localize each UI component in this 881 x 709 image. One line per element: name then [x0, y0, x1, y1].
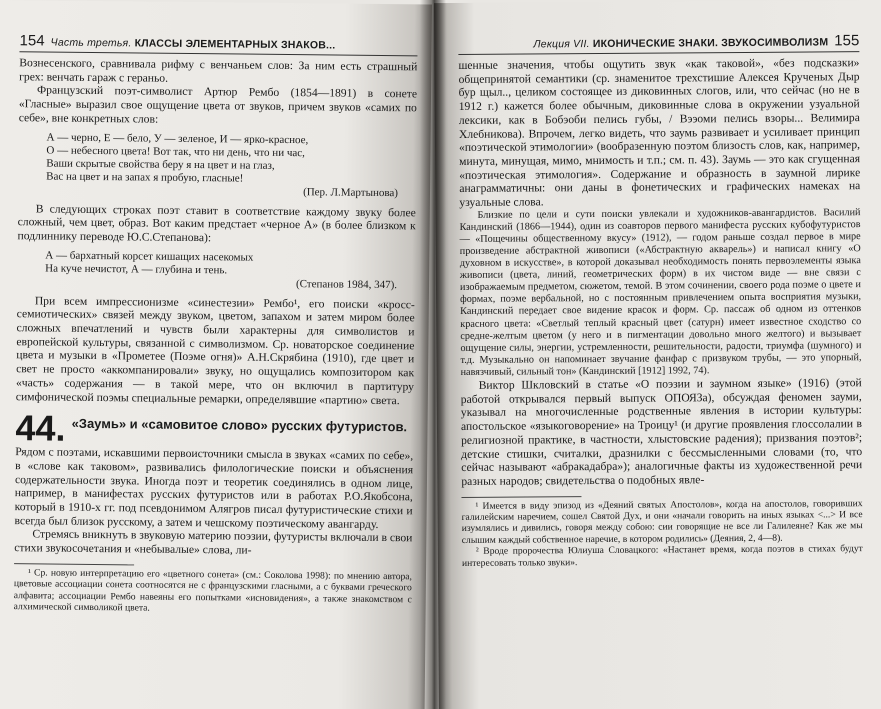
book-gutter-shadow: [420, 0, 446, 709]
footnote-divider: [14, 563, 134, 565]
verse-line: На куче нечистот, А — глубина и тень.: [45, 262, 228, 277]
kandinsky-paragraph-block: [459, 207, 861, 379]
rimbaud-verse: [46, 131, 417, 200]
right-page: [434, 0, 881, 709]
right-paragraph-3: Виктор Шкловский в статье «О поэзии и заумном языке» (1916) (этой работой открывался первый выпуск ОПОЯЗа), обсуждая феномен зауми, указывал на многочисленные родственные явления в истории культуры: апостольское «языкоговорение» на Троицу¹ (и другие проявления глоссолалии в религиозной практике, в частности, хлыстовские радения); призвания поэтов²; детские стишки, считалки, дразнилки с бессмысленными словами (то, что сейчас называют «абракадабра»); аналогичные факты из художественной речи разных народов; свидетельства о подобных явле-: [460, 376, 863, 488]
verse-line: Вас на цвет и на запах я пробую, гласные!: [46, 170, 244, 185]
left-footnotes: [14, 567, 412, 617]
right-footnote-2: ² Вроде пророчества Юлиуша Словацкого: «Настанет время, когда поэтов в стихах будут интересовать только звуки».: [461, 543, 863, 569]
left-page: [0, 0, 432, 709]
left-footnote-1: ¹ Ср. новую интерпретацию его «цветного сонета» (см.: Соколова 1998): по мнению автора, цветовые ассоциации сонета соотносятся не с французскими гласными, а с буквами греческого алфавита; ассоциации Рембо навеяны его попытками «исновидения», а также знакомством с алхимической символикой цвета.: [13, 567, 413, 614]
section-heading: [15, 407, 413, 449]
left-running-head: [19, 32, 417, 56]
left-page-number: 154: [19, 32, 45, 50]
right-footnotes: [461, 498, 862, 569]
left-paragraph-4: При всем импрессионизме «синестезии» Рембо¹, его поиски «кросс-семиотических» связей между звуком, цветом, запахом и затем миром более сложных впечатлений и чувств были характерны для символистов и европейской культуры, связанной с символизмом. Ср. новаторское соединение цвета и музыки в «Прометее (Поэме огня)» А.Н.Скрябина (1910), где цвет и свет не просто «аккомпанировали» звуку, но ощущались композитором как «часть» содержания — в такой мере, что он включил в партитуру симфонической поэмы специальные ремарки, определявшие «партию» света.: [15, 294, 415, 407]
left-paragraph-2: Французский поэт-символист Артюр Рембо (1854—1891) в сонете «Гласные» выразил свое ощущение цвета от звуков, причем звуков «самих по себе», вне конкретных слов:: [18, 83, 418, 126]
right-paragraph-1: шенные значения, чтобы ощутить звук «как таковой», «без подсказки» общепринятой семантики (ср. знаменитое трехстишие Алексея Крученых Дыр бур щыл.., целиком состоящее из диковинных слогов, или, что сейчас (но не в 1912 г.) кажется более обычным, диковинные слова в окружении узуальной лексики, как в Бобэоби пелись губы, / Вээоми пелись взоры... Велимира Хлебникова). Впрочем, легко видеть, что заумь развивает и усиливает принцип «поэтической этимологии» (вообразенную поэтом близость слов, как, например, минута, минущая, мимо, мнимость и т.п.; см. п. 43). Заумь — это как сгущенная «поэтическая этимология». Содержание и образность в заумной лирике анаграмматичны: они даны в фонетических и графических намеках на узуальные слова.: [458, 56, 861, 209]
verse-attribution: (Степанов 1984, 347).: [295, 277, 398, 291]
left-running-head-part: Часть третья.: [50, 36, 132, 50]
verse-line: Ваши скрытые свойства беру я на цвет и на глаз,: [46, 157, 275, 172]
right-footnote-1: ¹ Имеется в виду эпизод из «Деяний святых Апостолов», когда на апостолов, говоривших галилейским наречием, сошел Святой Дух, и они «начали говорить на иных языках <...> И все изумлялись и дивились, говоря между собою: сии говорящие не все ли Галилеяне? Как же мы слышим каждый собственное наречие, в котором родились» (Деяния, 2, 4—8).: [461, 497, 863, 546]
footnote-divider: [461, 496, 581, 498]
right-page-number: 155: [834, 32, 860, 50]
verse-attribution: (Пер. Л.Мартынова): [303, 185, 399, 199]
right-running-head: [458, 32, 859, 55]
right-running-head-text: [533, 36, 828, 50]
verse-line: О — небесного цвета! Вот так, что ни день, что ни час,: [46, 144, 305, 159]
verse-line: А — черно, Е — бело, У — зеленое, И — ярко-красное,: [46, 131, 309, 146]
left-paragraph-1: Вознесенского, сравнивала рифму с венчаньем слов: За ним есть страшный грех: венчать гараж с гераньо.: [19, 56, 418, 85]
section-number: 44.: [15, 407, 66, 449]
section-title: «Заумь» и «самовитое слово» русских футуристов.: [71, 416, 408, 435]
left-paragraph-3: В следующих строках поэт ставит в соответствие каждому звуку более сложный, чем цвет, образ. Вот каким предстает «черное А» (в более близком к подлиннику переводе Ю.С.Степанова):: [17, 201, 416, 245]
right-running-head-part: Лекция VII.: [533, 38, 590, 51]
right-running-head-title: ИКОНИЧЕСКИЕ ЗНАКИ. ЗВУКОСИМВОЛИЗМ: [592, 36, 829, 51]
stepanov-verse: [45, 249, 415, 292]
left-paragraph-6: Стремясь вникнуть в звуковую материю поэзии, футуристы включали в свои стихи звукосочетания и «небывалые» слова, ли-: [14, 527, 413, 557]
left-running-head-text: [51, 37, 336, 52]
verse-line: А — бархатный корсет кишащих насекомых: [45, 249, 254, 264]
right-paragraph-2: Близкие по цели и сути поиски увлекали и художников-авангардистов. Василий Кандинский (1866—1944), один из соавторов первого манифеста русских кубофутуристов — «Пощечины общественному вкусу» (1912), — годом раньше создал первое в мире произведение абстрактной живописи («Абстрактную акварель») и написал книгу «О духовном в искусстве», в которой доказывал необходимость понять первоэлементы языка живописи (цвета, линий, геометрических форм) в их чистом виде — вне связи с изображаемым предметом, сюжетом, темой. В этом сочинении, своего рода поэме о цвете и формах, поэме вербальной, но с постоянным привлечением опыта восприятия музыки, Кандинский передает свое видение красок и форм. Ср. пассаж об одном из оттенков красного цвета: «Светлый теплый красный цвет (сатурн) имеет известное сходство со средне-желтым цветом (у него и в пигментации довольно много желтого) и вызывает ощущение силы, энергии, устремленности, решительности, радости, триумфа (шумного) и т.д. Музыкально он напоминает звучание фанфар с призвуком трубы, — это упорный, навязчивый, сильный тон» (Кандинский [1912] 1992, 74).: [459, 206, 862, 378]
left-paragraph-5: Рядом с поэтами, искавшими первоисточники смысла в звуках «самих по себе», в «слове как таковом», развивались филологические поиски и объяснения содержательности звука. Иногда поэт и теоретик соединялись в одном лице, например, в манифестах русских футуристов или в работах Р.О.Якобсона, который в 1910-х гг. под псевдонимом Алягров писал футуристические стихи и всегда был близок русскому, а затем и чешскому поэтическому авангарду.: [14, 445, 414, 531]
left-running-head-title: КЛАССЫ ЭЛЕМЕНТАРНЫХ ЗНАКОВ...: [134, 37, 336, 52]
